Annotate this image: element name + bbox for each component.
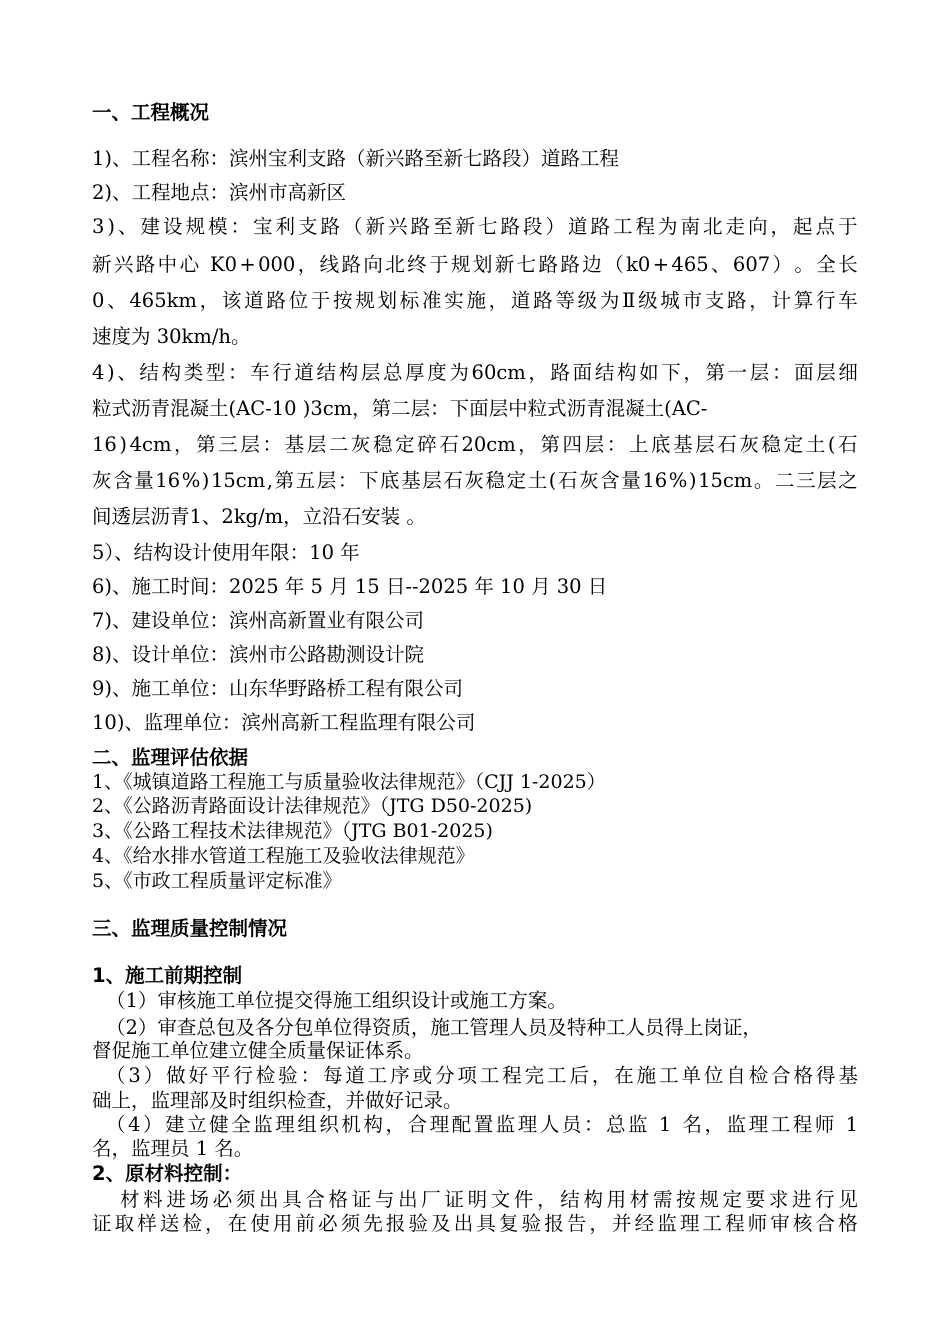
control-item-2-line-2: 督促施工单位建立健全质量保证体系。 — [92, 1039, 424, 1062]
structure-type-line-1: 4 ) 、 结 构 类 型 ： 车 行 道 结 构 层 总 厚 度 为 60cm ， 路 面 结 构 如 下 ， 第 一 层 ： 面 层 细 — [92, 361, 858, 384]
project-scale-line-1: 3 ) 、 建 设 规 模 ： 宝 利 支 路 （ 新 兴 路 至 新 七 路 段 ） 道 路 工 程 为 南 北 走 向 ， 起 点 于 — [92, 215, 858, 238]
supervision-unit: 10)、监理单位：滨州高新工程监理有限公司 — [92, 711, 476, 734]
section-3-title: 三、监理质量控制情况 — [92, 917, 288, 940]
control-item-4-line-1: （ 4 ） 建 立 健 全 监 理 组 织 机 构 ， 合 理 配 置 监 理 人 员 ： 总 监 1 名 ， 监 理 工 程 师 1 — [106, 1113, 858, 1136]
subsection-2-title: 2、原材料控制： — [92, 1162, 243, 1185]
project-scale-line-2: 新 兴 路 中 心 K0 + 000 ， 线 路 向 北 终 于 规 划 新 七 路 路 边 （ k0 + 465 、 607 ） 。 全 长 — [92, 253, 858, 276]
section-2-title: 二、监理评估依据 — [92, 746, 249, 769]
structure-type-line-3: 16 ) 4cm ， 第 三 层 ： 基 层 二 灰 稳 定 碎 石 20cm ， 第 四 层 ： 上 底 基 层 石 灰 稳 定 土 ( 石 — [92, 433, 858, 456]
project-location: 2)、工程地点：滨州市高新区 — [92, 181, 347, 204]
control-item-1: （1）审核施工单位提交得施工组织设计或施工方案。 — [106, 989, 567, 1012]
structure-type-line-2: 粒式沥青混凝土(AC-10 )3cm，第二层：下面层中粒式沥青混凝土(AC- — [92, 397, 708, 420]
structure-type-line-4: 灰 含 量 16 % ) 15cm , 第 五 层 ： 下 底 基 层 石 灰 稳 定 土 ( 石 灰 含 量 16 % ) 15cm 。 二 三 层 之 — [92, 469, 858, 492]
control-item-3-line-2: 础上，监理部及时组织检查，并做好记录。 — [92, 1089, 463, 1112]
project-scale-line-4: 速度为 30km/h。 — [92, 325, 251, 348]
control-item-4-line-2: 名，监理员 1 名。 — [92, 1137, 254, 1160]
material-control-line-2: 证 取 样 送 检 ， 在 使 用 前 必 须 先 报 验 及 出 具 复 验 报 告 ， 并 经 监 理 工 程 师 审 核 合 格 — [92, 1212, 858, 1235]
project-name: 1)、工程名称：滨州宝利支路（新兴路至新七路段）道路工程 — [92, 147, 620, 170]
control-item-3-line-1: （ 3 ） 做 好 平 行 检 验 ： 每 道 工 序 或 分 项 工 程 完 工 后 ， 在 施 工 单 位 自 检 合 格 得 基 — [106, 1064, 858, 1087]
subsection-1-title: 1、施工前期控制 — [92, 964, 243, 987]
basis-item-2: 2、《公路沥青路面设计法律规范》（JTG D50-2025) — [92, 795, 533, 817]
design-unit: 8)、设计单位：滨州市公路勘测设计院 — [92, 643, 425, 666]
project-scale-line-3: 0 、 465km ， 该 道 路 位 于 按 规 划 标 准 实 施 ， 道 路 等 级 为 Ⅱ 级 城 市 支 路 ， 计 算 行 车 — [92, 289, 858, 312]
structure-type-line-5: 间透层沥青1、2kg/m，立沿石安装 。 — [92, 505, 426, 528]
material-control-line-1: 材 料 进 场 必 须 出 具 合 格 证 与 出 厂 证 明 文 件 ， 结 构 用 材 需 按 规 定 要 求 进 行 见 — [120, 1188, 858, 1211]
basis-item-5: 5、《市政工程质量评定标准》 — [92, 870, 342, 892]
control-item-2-line-1: （2）审查总包及各分包单位得资质，施工管理人员及特种工人员得上岗证， — [106, 1016, 762, 1039]
basis-item-4: 4、《给水排水管道工程施工及验收法律规范》 — [92, 845, 475, 867]
construction-unit: 9)、施工单位：山东华野路桥工程有限公司 — [92, 677, 464, 700]
section-1-title: 一、工程概况 — [92, 101, 210, 124]
basis-item-1: 1、《城镇道路工程施工与质量验收法律规范》（CJJ 1-2025） — [92, 771, 606, 793]
design-life: 5）、结构设计使用年限：10 年 — [92, 541, 360, 564]
basis-item-3: 3、《公路工程技术法律规范》（JTG B01-2025) — [92, 820, 493, 842]
owner-unit: 7)、建设单位：滨州高新置业有限公司 — [92, 609, 425, 632]
construction-time: 6)、施工时间：2025 年 5 月 15 日--2025 年 10 月 30 日 — [92, 575, 608, 598]
